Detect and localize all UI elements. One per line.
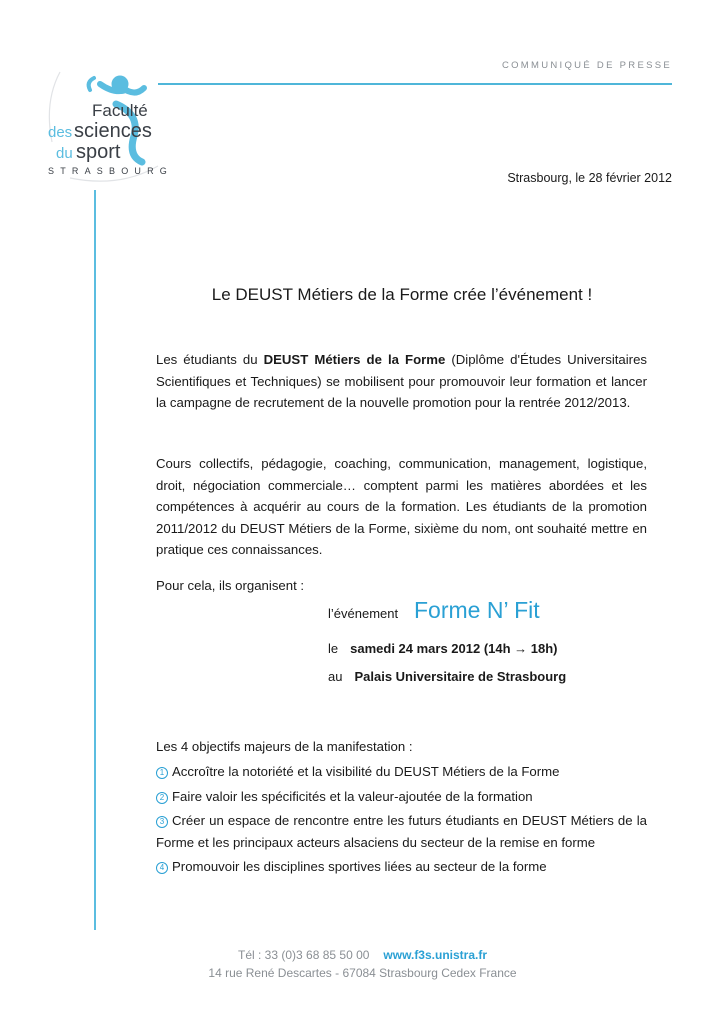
logo-line2-main: sciences xyxy=(74,120,152,142)
objectives-list xyxy=(156,761,647,881)
event-date-row xyxy=(328,641,558,656)
objective-text: Accroître la notoriété et la visibilité du DEUST Métiers de la Forme xyxy=(172,764,560,779)
logo-line1: Faculté xyxy=(92,101,148,120)
footer-address: 14 rue René Descartes - 67084 Strasbourg Cedex France xyxy=(208,966,517,980)
footer-phone: Tél : 33 (0)3 68 85 50 00 xyxy=(238,948,370,962)
circled-number-icon: 3 xyxy=(156,816,168,828)
circled-number-icon: 1 xyxy=(156,767,168,779)
objective-text: Faire valoir les spécificités et la valeur-ajoutée de la formation xyxy=(172,788,533,804)
p1-bold: DEUST Métiers de la Forme xyxy=(263,352,446,367)
event-label: l’événement xyxy=(328,606,399,621)
date-line: Strasbourg, le 28 février 2012 xyxy=(507,171,672,185)
header-label: COMMUNIQUÉ DE PRESSE xyxy=(501,60,672,71)
paragraph-organise: Pour cela, ils organisent : xyxy=(156,578,305,593)
event-name: Forme N’ Fit xyxy=(414,597,540,623)
objective-text: Créer un espace de rencontre entre les futurs étudiants en DEUST Métiers de la Forme et les principaux acteurs alsaciens du secteur de la remise en forme xyxy=(156,813,647,850)
event-venue-prefix: au xyxy=(328,669,343,684)
objective-item xyxy=(156,786,647,808)
p1-intro: Les étudiants du xyxy=(156,352,264,367)
logo-line3-prefix: du xyxy=(56,145,73,162)
objective-text: Promouvoir les disciplines sportives liées au secteur de la forme xyxy=(172,859,547,875)
event-venue: Palais Universitaire de Strasbourg xyxy=(354,669,567,684)
logo-line3-main: sport xyxy=(76,141,121,163)
headline: Le DEUST Métiers de la Forme crée l’événement ! xyxy=(211,285,593,304)
objective-item xyxy=(156,810,647,853)
circled-number-icon: 4 xyxy=(156,862,168,874)
circled-number-icon: 2 xyxy=(156,792,168,804)
event-date: samedi 24 mars 2012 (14h → 18h) xyxy=(350,641,558,656)
header-rule xyxy=(158,83,672,85)
paragraph-courses: Cours collectifs, pédagogie, coaching, communication, management, logistique, droit, négociation commerciale… comptent parmi les matières abordées et les compétences à acquérir au cours de la formation. Les étudiants de la promotion 2011/2012 du DEUST Métiers de la Forme, sixième du nom, ont souhaité mettre en pratique ces connaissances. xyxy=(156,456,647,558)
logo-city: STRASBOURG xyxy=(48,166,174,176)
footer-website-link[interactable]: www.f3s.unistra.fr xyxy=(383,948,487,962)
logo-runner-hand xyxy=(89,78,94,90)
footer-contact xyxy=(0,948,725,962)
objectives-title: Les 4 objectifs majeurs de la manifestation : xyxy=(156,739,413,754)
event-date-prefix: le xyxy=(328,641,339,656)
logo-line2-prefix: des xyxy=(48,124,73,141)
paragraph-intro xyxy=(156,349,647,414)
objective-item xyxy=(156,761,647,783)
faculty-logo xyxy=(30,58,174,183)
event-venue-row xyxy=(328,669,566,684)
p1-rest: (Diplôme d'Études Universitaires Scientifiques et Techniques) se mobilisent pour promouvoir leur formation et lancer la campagne de recrutement de la nouvelle promotion pour la rentrée 2012/2013. xyxy=(156,352,648,411)
objective-item xyxy=(156,856,647,878)
